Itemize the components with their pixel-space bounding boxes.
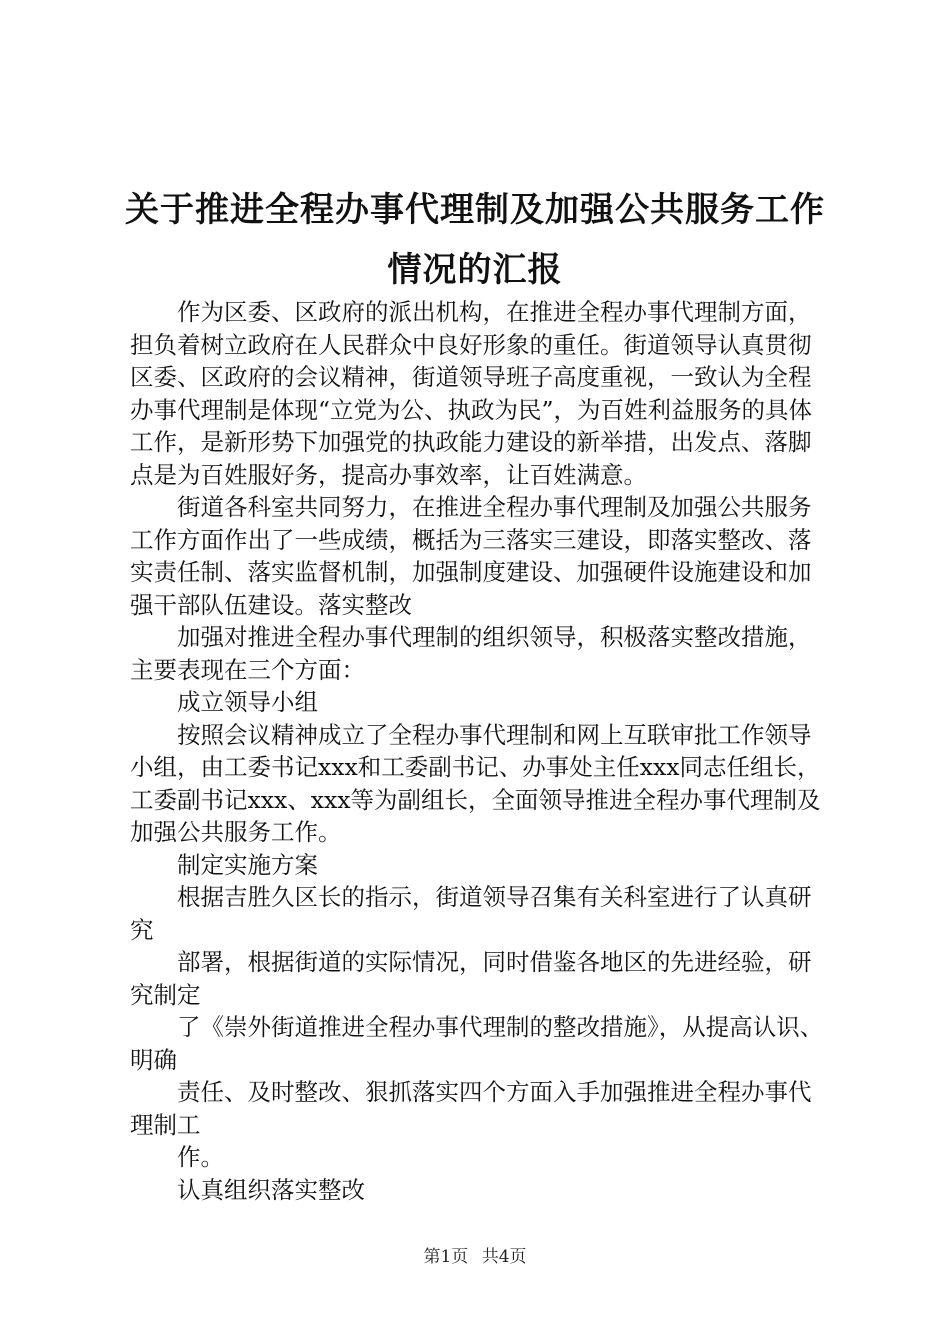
paragraph-leadership-group: 按照会议精神成立了全程办事代理制和网上互联审批工作领导小组，由工委书记xxx和工委副书记、办事处主任xxx同志任组长，工委副书记xxx、xxx等为副组长，全面领导推进全程办事代理制及加强公共服务工作。 <box>130 720 821 846</box>
document-body <box>130 296 830 1206</box>
paragraph-plan-part-5: 作。 <box>177 1143 224 1171</box>
paragraph-plan-part-1: 根据吉胜久区长的指示，街道领导召集有关科室进行了认真研究 <box>130 883 812 944</box>
document-title-line-1: 关于推进全程办事代理制及加强公共服务工作 <box>125 190 825 230</box>
paragraph-plan-part-4: 责任、及时整改、狠抓落实四个方面入手加强推进全程办事代理制工 <box>130 1078 812 1139</box>
paragraph-plan-part-2: 部署，根据街道的实际情况，同时借鉴各地区的先进经验，研究制定 <box>130 948 812 1009</box>
section-heading-rectification: 认真组织落实整改 <box>177 1175 365 1204</box>
page-total: 共4页 <box>481 1247 527 1267</box>
paragraph-summary: 街道各科室共同努力，在推进全程办事代理制及加强公共服务工作方面作出了一些成绩，概括为三落实三建设，即落实整改、落实责任制、落实监督机制，加强制度建设、加强硬件设施建设和加强干部队伍建设。落实整改 <box>130 493 812 619</box>
paragraph-organization: 加强对推进全程办事代理制的组织领导，积极落实整改措施，主要表现在三个方面： <box>130 623 812 684</box>
page-footer <box>0 1242 950 1267</box>
section-heading-implementation-plan: 制定实施方案 <box>177 850 318 879</box>
paragraph-intro: 作为区委、区政府的派出机构，在推进全程办事代理制方面，担负着树立政府在人民群众中良好形象的重任。街道领导认真贯彻区委、区政府的会议精神，街道领导班子高度重视，一致认为全程办事代理制是体现“立党为公、执政为民”，为百姓利益服务的具体工作，是新形势下加强党的执政能力建设的新举措，出发点、落脚点是为百姓服好务，提高办事效率，让百姓满意。 <box>130 298 813 489</box>
document-title-line-2: 情况的汇报 <box>387 250 563 290</box>
section-heading-leadership-group: 成立领导小组 <box>177 688 318 716</box>
page-number: 第1页 <box>423 1247 469 1267</box>
paragraph-plan-part-3: 了《崇外街道推进全程办事代理制的整改措施》，从提高认识、明确 <box>130 1013 824 1074</box>
